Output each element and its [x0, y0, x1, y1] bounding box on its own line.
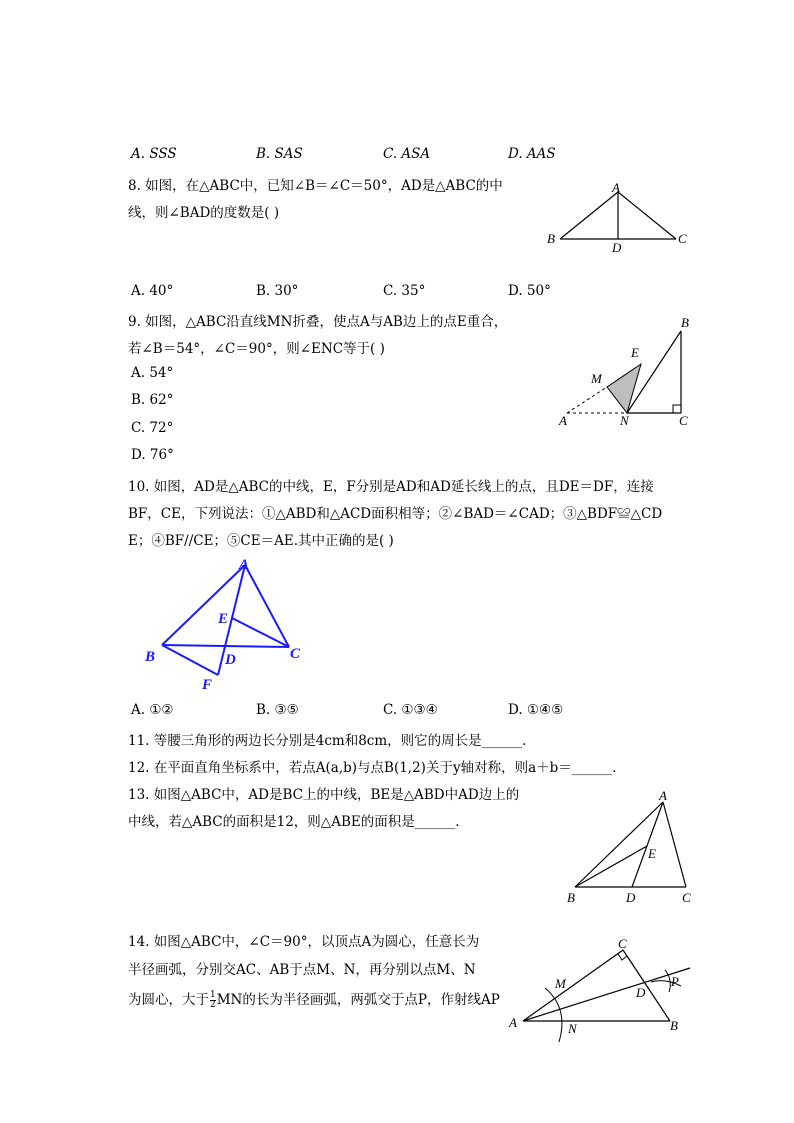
q7-option-c: C. ASA	[383, 146, 431, 162]
q14-line3-prefix: 为圆心，大于	[128, 992, 209, 1008]
q13-label-e: E	[648, 846, 656, 861]
q7-option-b: B. SAS	[256, 146, 303, 162]
q9-label-a: A	[559, 413, 567, 428]
q8-option-c: C. 35°	[383, 283, 426, 299]
q9-option-b: B. 62°	[131, 392, 174, 408]
q8-option-d: D. 50°	[508, 283, 551, 299]
q14-question-line2: 半径画弧，分别交AC、AB于点M、N，再分别以点M、N	[128, 962, 476, 978]
q8-label-c: C	[678, 231, 687, 246]
q9-option-a: A. 54°	[131, 365, 174, 381]
q14-label-m: M	[555, 976, 566, 991]
q9-label-e: E	[631, 345, 639, 360]
q14-line3-suffix: MN的长为半径画弧，两弧交于点P，作射线AP	[216, 992, 500, 1008]
q10-option-b: B. ③⑤	[256, 702, 299, 718]
q13-question-line2: 中线，若△ABC的面积是12，则△ABE的面积是______.	[128, 814, 460, 830]
q10-option-c: C. ①③④	[383, 702, 438, 718]
q9-question-line2: 若∠B＝54°，∠C＝90°，则∠ENC等于( )	[128, 341, 385, 357]
q9-option-c: C. 72°	[131, 420, 174, 436]
q10-median-figure	[140, 555, 320, 695]
q12-question: 12. 在平面直角坐标系中，若点A(a,b)与点B(1,2)关于y轴对称，则a＋b＝______.	[128, 760, 617, 776]
q13-triangle-figure	[560, 790, 705, 910]
q13-label-b: B	[567, 890, 575, 905]
q10-question-line2: BF，CE，下列说法：①△ABD和△ACD面积相等；②∠BAD＝∠CAD；③△BDF≌△CD	[128, 506, 663, 522]
q8-label-a: A	[612, 180, 620, 195]
q8-question-line2: 线，则∠BAD的度数是( )	[128, 205, 280, 221]
q13-label-a: A	[659, 790, 667, 803]
q14-fraction-denominator: 2	[210, 1000, 216, 1010]
q14-label-a: A	[509, 1015, 517, 1030]
q14-label-p: P	[671, 974, 679, 989]
q14-question-line3	[128, 988, 500, 1010]
q8-option-a: A. 40°	[131, 283, 174, 299]
q14-label-c: C	[618, 936, 627, 951]
q10-label-e: E	[218, 611, 229, 627]
q9-label-c: C	[679, 413, 688, 428]
q8-label-b: B	[547, 231, 555, 246]
q10-question-line3: E；④BF//CE；⑤CE＝AE.其中正确的是( )	[128, 533, 394, 549]
q10-question-line1: 10. 如图，AD是△ABC的中线，E，F分别是AD和AD延长线上的点，且DE＝DF，连接	[128, 479, 654, 495]
q9-label-b: B	[681, 315, 689, 330]
q14-label-b: B	[670, 1018, 678, 1033]
q14-label-n: N	[568, 1021, 577, 1036]
q13-label-c: C	[682, 890, 691, 905]
q14-fraction	[210, 991, 216, 1010]
q14-fraction-numerator: 1	[210, 990, 216, 1000]
q14-label-d: D	[636, 985, 646, 1000]
q8-triangle-figure	[540, 180, 700, 260]
q7-option-a: A. SSS	[131, 146, 177, 162]
q14-question-line1: 14. 如图△ABC中，∠C＝90°，以顶点A为圆心，任意长为	[128, 934, 480, 950]
q8-option-b: B. 30°	[256, 283, 299, 299]
q14-angle-bisector-figure	[505, 930, 705, 1045]
q10-option-d: D. ①④⑤	[508, 702, 564, 718]
q7-option-d: D. AAS	[508, 146, 556, 162]
q13-question-line1: 13. 如图△ABC中，AD是BC上的中线，BE是△ABD中AD边上的	[128, 787, 520, 803]
q13-label-d: D	[626, 890, 636, 905]
q10-option-a: A. ①②	[131, 702, 174, 718]
q10-label-c: C	[290, 646, 301, 662]
q9-label-n: N	[620, 413, 629, 428]
q10-label-d: D	[225, 652, 236, 668]
q9-option-d: D. 76°	[131, 447, 174, 463]
q10-label-b: B	[145, 649, 156, 665]
q10-label-f: F	[202, 677, 213, 693]
q9-question-line1: 9. 如图，△ABC沿直线MN折叠，使点A与AB边上的点E重合，	[128, 314, 508, 330]
q8-label-d: D	[612, 240, 622, 255]
q9-fold-figure	[555, 312, 705, 432]
q8-question-line1: 8. 如图，在△ABC中，已知∠B＝∠C＝50°，AD是△ABC的中	[128, 178, 503, 194]
q10-label-a: A	[239, 557, 250, 573]
q9-label-m: M	[591, 371, 602, 386]
q11-question: 11. 等腰三角形的两边长分别是4cm和8cm，则它的周长是______.	[128, 733, 527, 749]
